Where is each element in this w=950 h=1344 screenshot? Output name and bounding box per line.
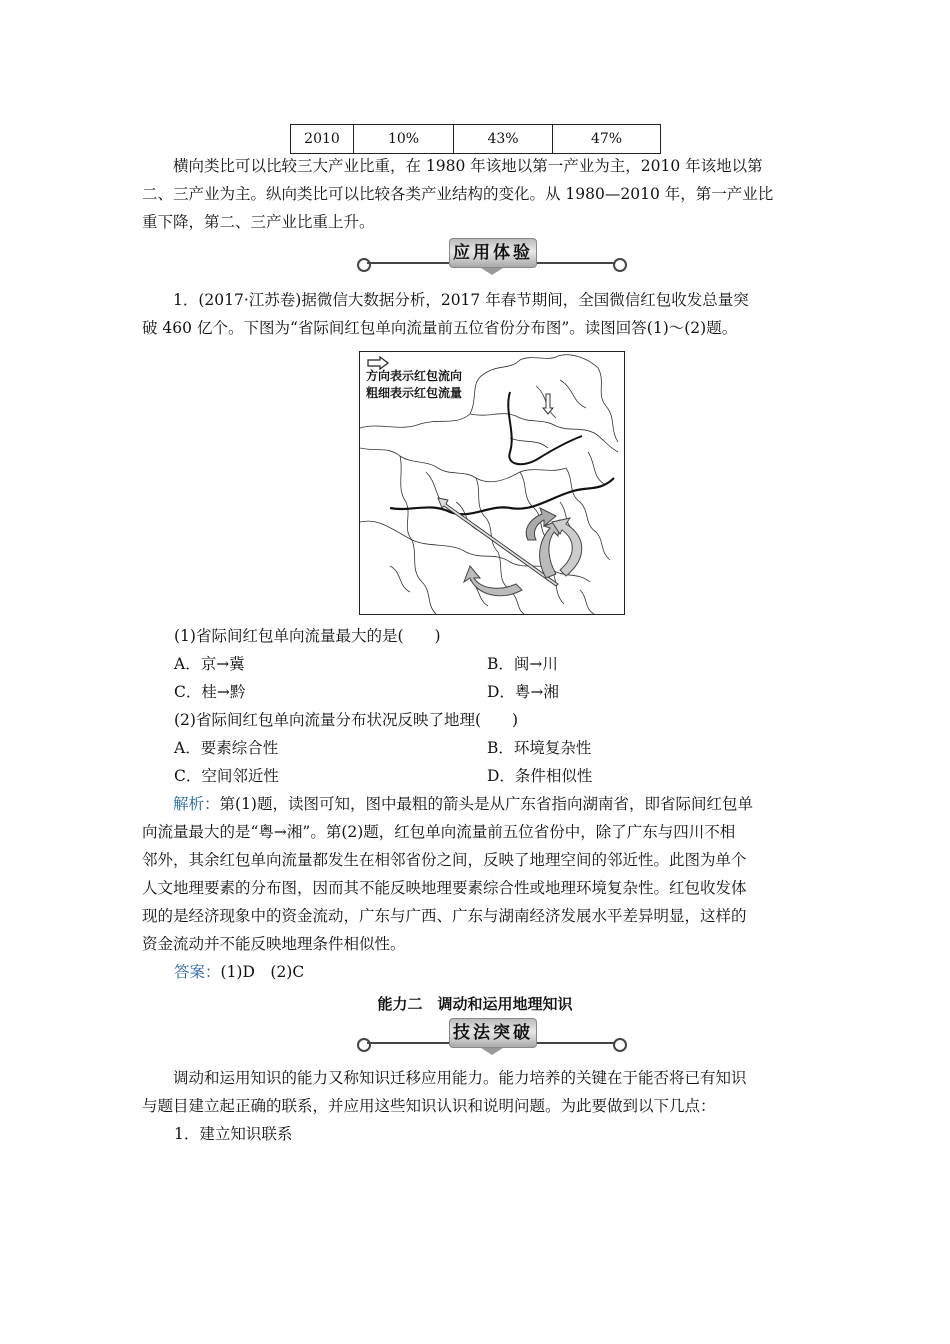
body-paragraph xyxy=(142,1064,747,1120)
banner-ornament-icon xyxy=(613,1038,627,1052)
text-line: 人文地理要素的分布图，因而其不能反映地理要素综合性或地理环境复杂性。红包收发体 xyxy=(142,879,747,897)
text-line: 破 460 亿个。下图为“省际间红包单向流量前五位省份分布图”。读图回答(1)～(2)题。 xyxy=(142,319,738,337)
text-line: 二、三产业为主。纵向类比可以比较各类产业结构的变化。从 1980—2010 年，第一产业比 xyxy=(142,185,774,203)
answer-text: (1)D (2)C xyxy=(220,963,305,981)
sub-question-1-stem: (1)省际间红包单向流量最大的是( ) xyxy=(174,627,441,645)
option-c: C．桂→黔 xyxy=(174,683,246,701)
option-b: B．闽→川 xyxy=(487,655,558,673)
text-line: 第(1)题，读图可知，图中最粗的箭头是从广东省指向湖南省，即省际间红包单 xyxy=(219,795,753,813)
table-cell-year: 2010 xyxy=(291,125,354,154)
flow-arrow-icon xyxy=(438,498,558,586)
flow-arrow-icon xyxy=(543,394,553,414)
intro-paragraph xyxy=(142,152,773,236)
analysis-label: 解析： xyxy=(173,795,220,813)
table-row xyxy=(291,125,661,154)
question-stem xyxy=(142,286,749,342)
section-title: 能力二 调动和运用地理知识 xyxy=(377,995,573,1013)
analysis-block xyxy=(142,790,753,958)
banner-ornament-icon xyxy=(613,258,627,272)
table-cell: 10% xyxy=(354,125,454,154)
text-line: 重下降，第二、三产业比重上升。 xyxy=(142,213,375,231)
table-cell: 47% xyxy=(553,125,661,154)
banner-title: 应用体验 xyxy=(449,238,537,268)
section-banner-practice xyxy=(337,236,647,276)
red-packet-flow-map xyxy=(359,351,625,615)
legend-label: 粗细表示红包流量 xyxy=(366,386,463,400)
text-line: 与题目建立起正确的联系，并应用这些知识认识和说明问题。为此要做到以下几点： xyxy=(142,1097,716,1115)
section-banner-skills xyxy=(337,1016,647,1056)
answer-line xyxy=(174,958,304,986)
option-a: A．要素综合性 xyxy=(174,739,279,757)
option-a: A．京→冀 xyxy=(174,655,245,673)
banner-title: 技法突破 xyxy=(449,1018,537,1048)
table-cell: 43% xyxy=(454,125,553,154)
text-line: 邻外，其余红包单向流量都发生在相邻省份之间，反映了地理空间的邻近性。此图为单个 xyxy=(142,851,747,869)
legend-label: 方向表示红包流向 xyxy=(366,369,463,383)
banner-ornament-icon xyxy=(357,1038,371,1052)
option-d: D．条件相似性 xyxy=(487,767,593,785)
option-d: D．粤→湘 xyxy=(487,683,559,701)
text-line: 资金流动并不能反映地理条件相似性。 xyxy=(142,935,406,953)
flow-arrow-icon xyxy=(464,566,522,596)
map-legend xyxy=(366,368,462,402)
text-line: 现的是经济现象中的资金流动，广东与广西、广东与湖南经济发展水平差异明显，这样的 xyxy=(142,907,747,925)
text-line: 横向类比可以比较三大产业比重，在 1980 年该地以第一产业为主，2010 年该地以第 xyxy=(173,157,763,175)
option-c: C．空间邻近性 xyxy=(174,767,279,785)
text-line: 向流量最大的是“粤→湘”。第(2)题，红包单向流量前五位省份中，除了广东与四川不相 xyxy=(142,823,736,841)
banner-ornament-icon xyxy=(357,258,371,272)
option-b: B．环境复杂性 xyxy=(487,739,592,757)
answer-label: 答案： xyxy=(174,963,221,981)
text-line: 1．(2017·江苏卷)据微信大数据分析，2017 年春节期间，全国微信红包收发总量突 xyxy=(173,291,749,309)
text-line: 调动和运用知识的能力又称知识迁移应用能力。能力培养的关键在于能否将已有知识 xyxy=(173,1069,747,1087)
sub-question-2-stem: (2)省际间红包单向流量分布状况反映了地理( ) xyxy=(174,711,519,729)
industry-table-fragment xyxy=(290,124,661,154)
point-heading: 1．建立知识联系 xyxy=(174,1125,293,1143)
flow-arrow-icon xyxy=(552,518,582,576)
